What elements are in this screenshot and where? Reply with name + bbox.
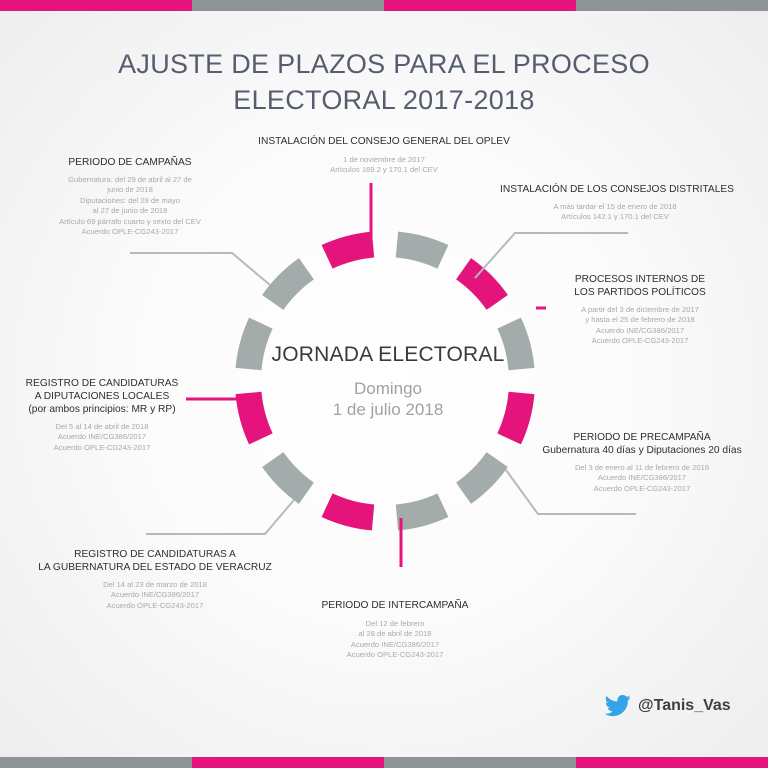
event-detail: Artículos 142.1 y 170.1 del CEV <box>561 212 669 222</box>
event-intercampana <box>300 599 490 661</box>
event-detail: Acuerdo INE/CG386/2017 <box>350 639 440 649</box>
event-detail: Acuerdo OPLE-CG243-2017 <box>106 600 204 610</box>
event-detail: Artículos 169.2 y 170.1 del CEV <box>330 165 438 175</box>
ring-segment-consejo-general <box>322 232 375 269</box>
ring-segment-intercampana-a <box>396 493 449 530</box>
event-detail: Del 3 de enero al 11 de febrero de 2018 <box>574 463 710 472</box>
event-detail: junio de 2018 <box>107 185 153 195</box>
event-heading: (por ambos principios: MR y RP) <box>28 404 176 415</box>
event-detail: Gubernatura: del 29 de abril al 27 de <box>68 175 192 184</box>
center-subtitle <box>258 378 518 420</box>
event-detail: Artículo 69 párrafo cuarto y sexto del CEV <box>59 216 201 226</box>
event-detail: Del 12 de febrero <box>365 619 425 628</box>
leader-line-consejos-distritales <box>475 233 628 278</box>
event-heading: INSTALACIÓN DEL CONSEJO GENERAL DEL OPLEV <box>258 136 510 147</box>
event-detail: A partir del 3 de diciembre de 2017 <box>581 305 699 314</box>
ring-segment-distritales <box>396 232 449 269</box>
event-heading: PERIODO DE INTERCAMPAÑA <box>321 600 469 611</box>
event-campanas <box>40 156 220 237</box>
center-date: 1 de julio 2018 <box>332 400 444 419</box>
ring-segment-internos <box>456 258 508 310</box>
event-detail: y hasta el 25 de febrero de 2018 <box>585 315 695 325</box>
event-detail: Acuerdo OPLE-CG243-2017 <box>53 442 151 452</box>
event-heading: LA GUBERNATURA DEL ESTADO DE VERACRUZ <box>38 562 272 573</box>
event-detail: Diputaciones: del 29 de mayo <box>79 195 181 205</box>
event-procesos-internos <box>550 273 730 347</box>
twitter-credit[interactable] <box>604 695 731 717</box>
center-title: JORNADA ELECTORAL <box>271 343 505 366</box>
leader-line-campanas <box>130 253 270 285</box>
event-detail: Acuerdo INE/CG386/2017 <box>597 473 687 483</box>
event-heading: A DIPUTACIONES LOCALES <box>34 391 170 402</box>
leader-line-gubernatura <box>146 500 294 534</box>
event-heading: INSTALACIÓN DE LOS CONSEJOS DISTRITALES <box>500 184 734 195</box>
event-detail: Acuerdo OPLE-CG243-2017 <box>591 336 689 346</box>
event-gubernatura <box>20 548 290 611</box>
event-consejos-distritales <box>500 183 734 223</box>
event-detail: Acuerdo INE/CG386/2017 <box>57 432 147 442</box>
event-detail: Acuerdo OPLE-CG243-2017 <box>346 650 444 660</box>
event-heading: PERIODO DE CAMPAÑAS <box>68 157 192 168</box>
page-title <box>0 46 768 118</box>
event-heading: PERIODO DE PRECAMPAÑA <box>573 432 711 443</box>
event-heading: REGISTRO DE CANDIDATURAS <box>25 378 179 389</box>
center-day: Domingo <box>353 379 423 398</box>
event-detail: Acuerdo INE/CG386/2017 <box>110 590 200 600</box>
twitter-handle: @Tanis_Vas <box>638 697 731 714</box>
event-heading: LOS PARTIDOS POLÍTICOS <box>574 287 706 298</box>
event-precampana <box>524 431 760 494</box>
event-detail: A más tardar el 15 de enero de 2018 <box>553 202 677 211</box>
event-detail: Acuerdo OPLE-CG243-2017 <box>81 227 179 237</box>
ring-segment-gubernatura <box>262 452 314 504</box>
event-heading: Gubernatura 40 días y Diputaciones 20 días <box>542 445 742 456</box>
event-heading: REGISTRO DE CANDIDATURAS A <box>74 549 236 560</box>
title-line: AJUSTE DE PLAZOS PARA EL PROCESO <box>118 49 650 79</box>
event-detail: Del 5 al 14 de abril de 2018 <box>55 422 149 431</box>
event-heading: PROCESOS INTERNOS DE <box>574 274 706 285</box>
event-detail: Acuerdo OPLE-CG243-2017 <box>593 483 691 493</box>
event-detail: 1 de noviembre de 2017 <box>343 155 425 164</box>
ring-segment-intercampana-b <box>322 493 375 530</box>
event-detail: Del 14 al 23 de marzo de 2018 <box>103 580 207 589</box>
ring-segment-precampana-c <box>456 452 508 504</box>
event-detail: al 27 de junio de 2018 <box>92 206 168 216</box>
event-detail: al 28 de abril de 2018 <box>358 629 432 639</box>
title-line: ELECTORAL 2017-2018 <box>233 85 535 115</box>
event-detail: Acuerdo INE/CG386/2017 <box>595 325 685 335</box>
twitter-bird-icon <box>604 695 632 717</box>
event-diputaciones <box>14 377 190 453</box>
event-consejo-general <box>214 135 554 176</box>
